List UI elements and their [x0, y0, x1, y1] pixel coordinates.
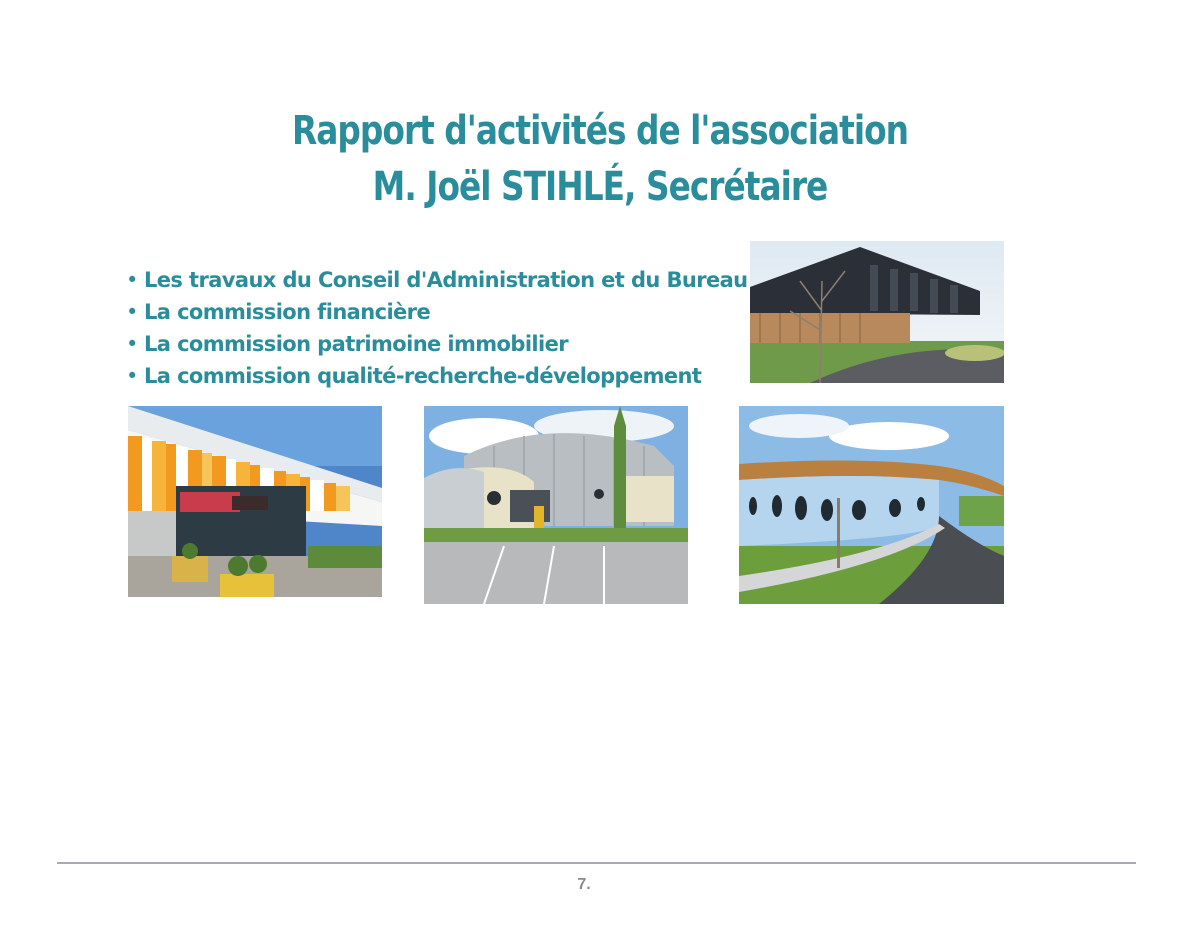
- footer-divider: [57, 862, 1136, 864]
- bullet-marker: •: [126, 332, 138, 356]
- bullet-item: [126, 328, 748, 360]
- building-photo-2: [128, 406, 382, 597]
- bullet-item: [126, 296, 748, 328]
- bullet-text: Les travaux du Conseil d'Administration et du Bureau: [144, 268, 748, 292]
- bullet-text: La commission qualité-recherche-développement: [144, 364, 702, 388]
- bullet-text: La commission patrimoine immobilier: [144, 332, 569, 356]
- slide-title-line-2: M. Joël STIHLÉ, Secrétaire: [372, 164, 828, 210]
- bullet-marker: •: [126, 300, 138, 324]
- bullet-item: [126, 360, 748, 392]
- bullet-item: [126, 264, 748, 296]
- bullet-list: [126, 264, 748, 392]
- building-photo-4: [739, 406, 1004, 604]
- page-number: 7.: [577, 876, 591, 893]
- building-photo-1: [750, 241, 1004, 383]
- building-photo-3: [424, 406, 688, 604]
- slide-title-line-1: Rapport d'activités de l'association: [291, 108, 908, 154]
- bullet-marker: •: [126, 268, 138, 292]
- bullet-marker: •: [126, 364, 138, 388]
- bullet-text: La commission financière: [144, 300, 431, 324]
